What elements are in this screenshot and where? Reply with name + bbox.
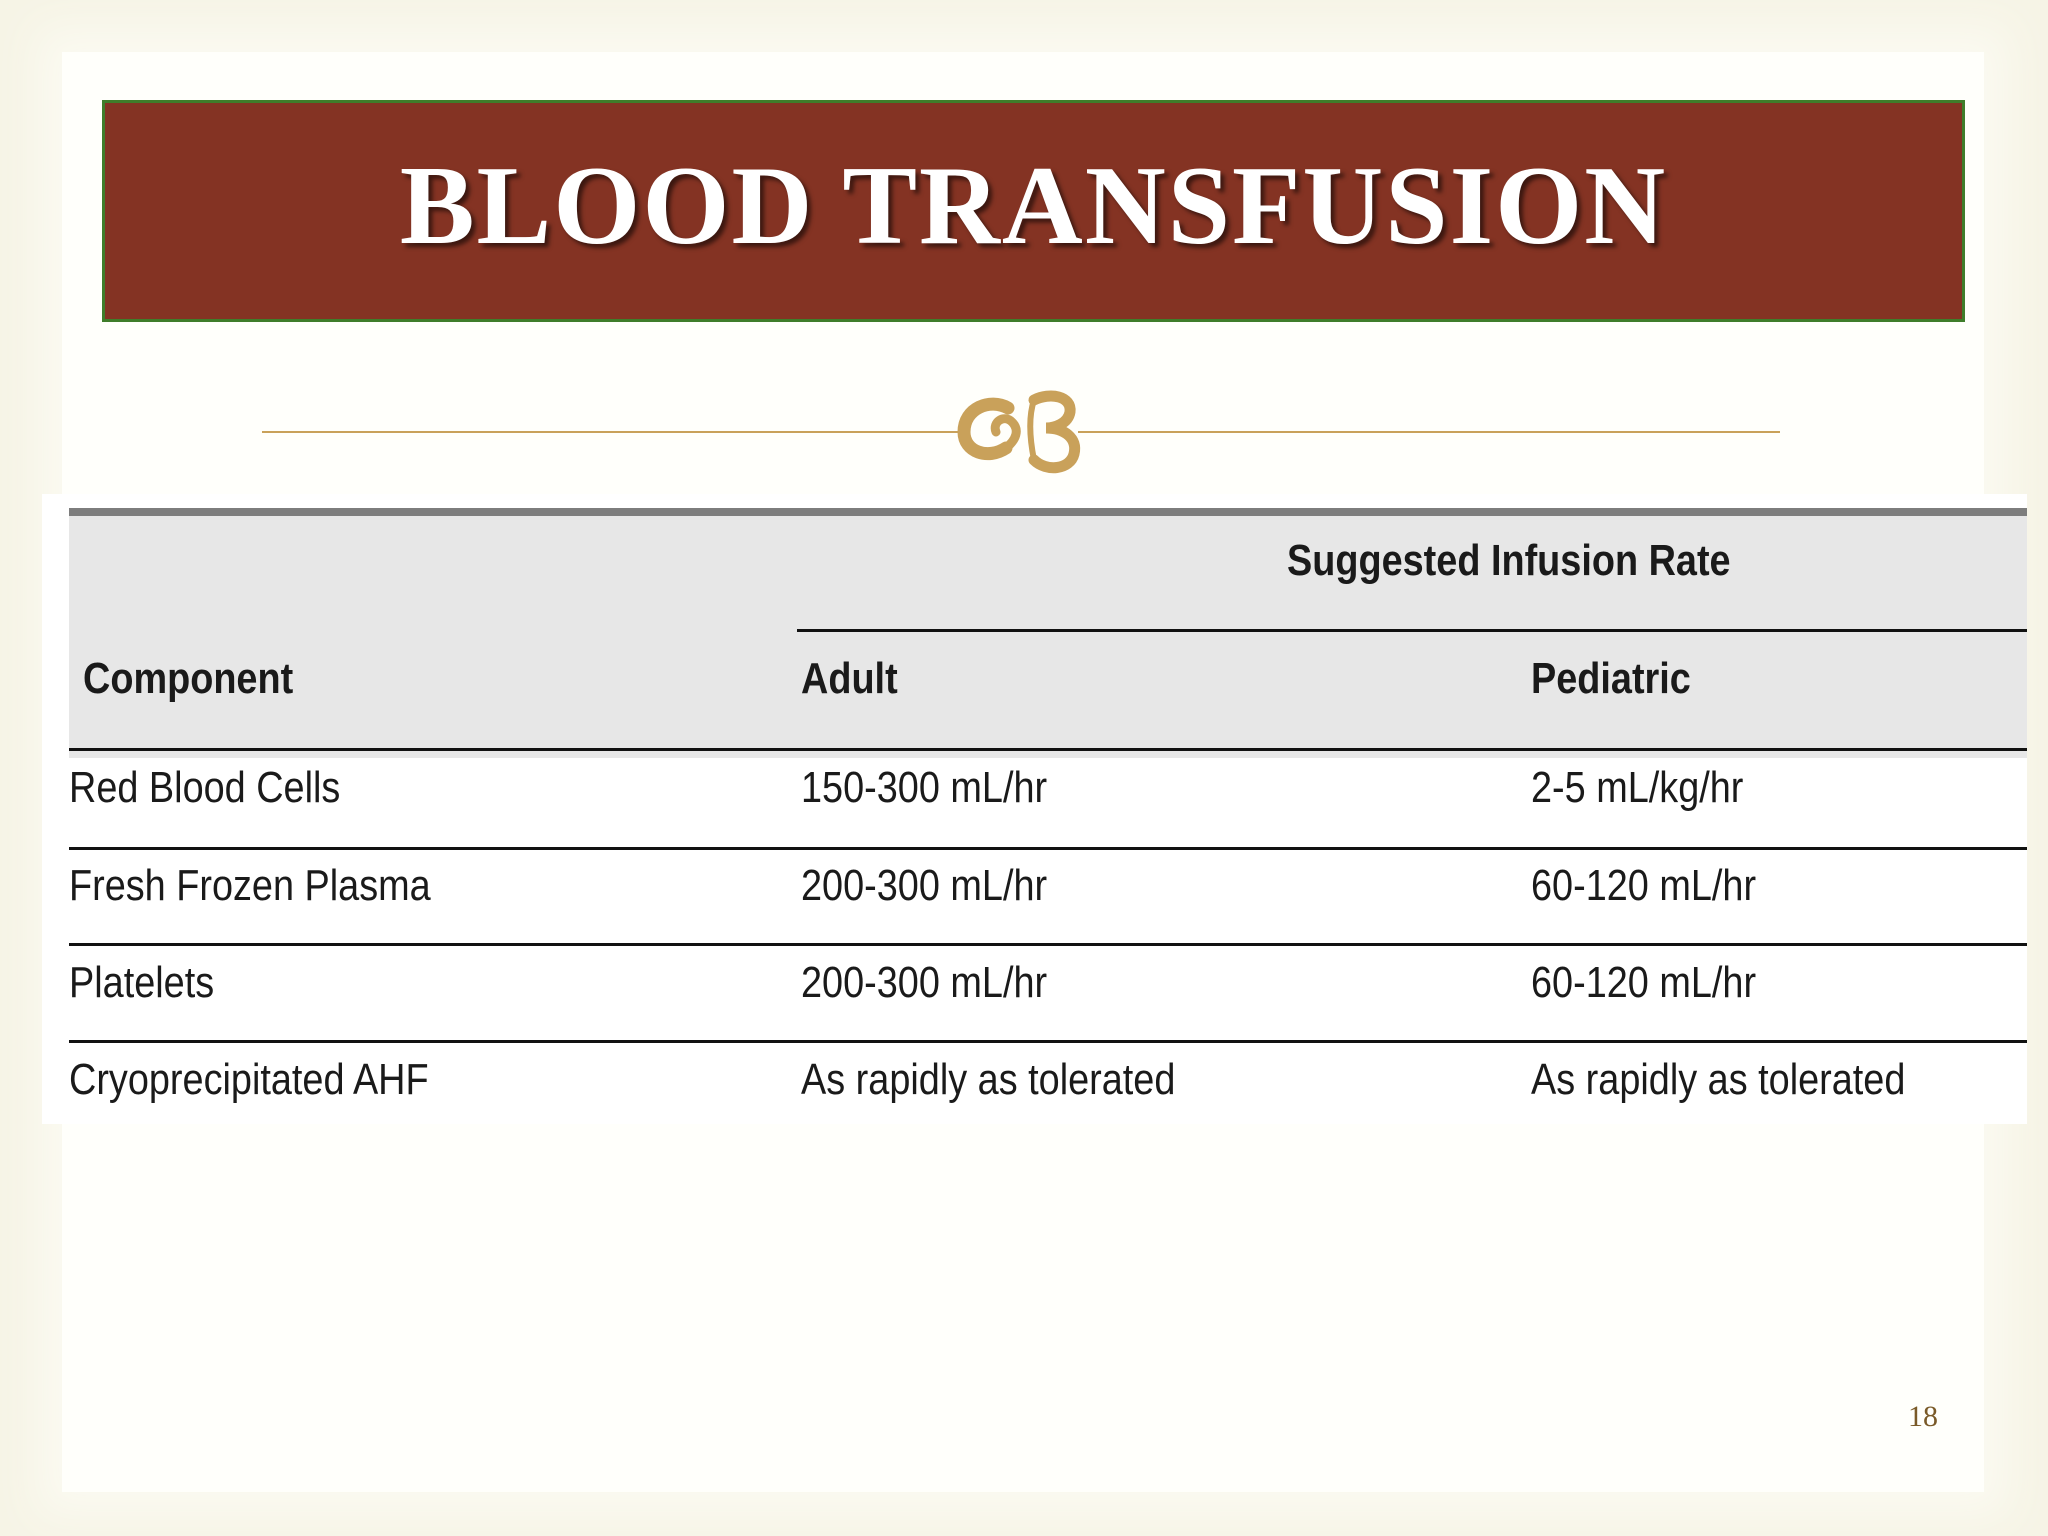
column-header-pediatric: Pediatric — [1531, 654, 1691, 703]
table-top-rule — [69, 508, 2027, 516]
cell-row4-pediatric: As rapidly as tolerated — [1531, 1055, 1906, 1104]
divider-right — [1078, 431, 1780, 433]
column-header-adult: Adult — [801, 654, 898, 703]
column-header-component: Component — [83, 654, 294, 703]
cell-row4-component: Cryoprecipitated AHF — [69, 1055, 429, 1104]
cell-row3-adult: 200-300 mL/hr — [801, 958, 1048, 1007]
group-header-suggested-infusion-rate: Suggested Infusion Rate — [1287, 536, 1731, 585]
fleuron-ornament-icon — [950, 378, 1100, 478]
cell-row3-component: Platelets — [69, 958, 215, 1007]
row-rule-2 — [69, 943, 2027, 946]
cell-row2-pediatric: 60-120 mL/hr — [1531, 861, 1757, 910]
page-number: 18 — [1908, 1400, 1938, 1433]
cell-row2-component: Fresh Frozen Plasma — [69, 861, 431, 910]
cell-row1-adult: 150-300 mL/hr — [801, 763, 1048, 812]
cell-row2-adult: 200-300 mL/hr — [801, 861, 1048, 910]
cell-row1-pediatric: 2-5 mL/kg/hr — [1531, 763, 1744, 812]
group-header-rule — [797, 629, 2027, 632]
title-bar — [102, 100, 1965, 322]
divider-left — [262, 431, 962, 433]
slide-title: BLOOD TRANSFUSION — [399, 143, 1668, 268]
header-bottom-rule — [69, 748, 2027, 751]
row-rule-1 — [69, 847, 2027, 850]
table-header-background — [69, 516, 2027, 758]
cell-row3-pediatric: 60-120 mL/hr — [1531, 958, 1757, 1007]
row-rule-3 — [69, 1040, 2027, 1043]
cell-row1-component: Red Blood Cells — [69, 763, 341, 812]
cell-row4-adult: As rapidly as tolerated — [801, 1055, 1176, 1104]
